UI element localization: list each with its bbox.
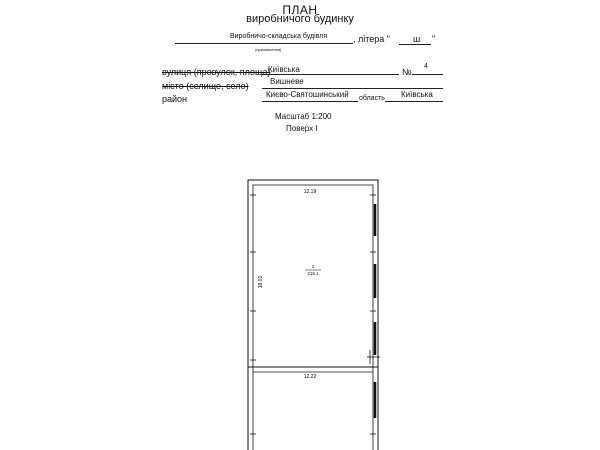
district-label: район: [162, 94, 188, 104]
city-label: місто (селище, село): [162, 81, 249, 91]
wall-ticks: [250, 195, 376, 434]
region-value: Київська: [401, 90, 433, 99]
dim-bottom-width: 12.22: [303, 374, 317, 380]
room-number: 1: [311, 264, 315, 269]
floor-label: Поверх І: [286, 124, 318, 133]
room-area: 219.1: [307, 271, 319, 276]
litera-label: , літера ": [353, 34, 390, 44]
street-value: Київська: [268, 65, 300, 74]
number-value: 4: [424, 63, 428, 70]
number-label: №: [402, 67, 412, 77]
outer-wall: [248, 180, 378, 450]
purpose-caption: (призначення): [255, 47, 282, 52]
purpose-value: Виробничо-складська будівля: [230, 33, 328, 40]
plan-title: ПЛАН: [282, 3, 318, 17]
city-value: Вишневе: [270, 77, 304, 86]
dim-left-height: 18.01: [258, 275, 264, 289]
inner-wall: [253, 185, 373, 450]
dim-top-width: 12.19: [303, 189, 317, 195]
litera-close: ": [432, 34, 436, 44]
street-label: вулиця (провулок, площа): [162, 67, 271, 77]
litera-value: ш: [413, 34, 421, 44]
region-label: область: [359, 95, 385, 102]
district-value: Києво-Святошинський: [266, 90, 349, 99]
scale-label: Масштаб 1:200: [275, 112, 332, 121]
plan-subtitle: виробничого будинку: [246, 13, 354, 25]
